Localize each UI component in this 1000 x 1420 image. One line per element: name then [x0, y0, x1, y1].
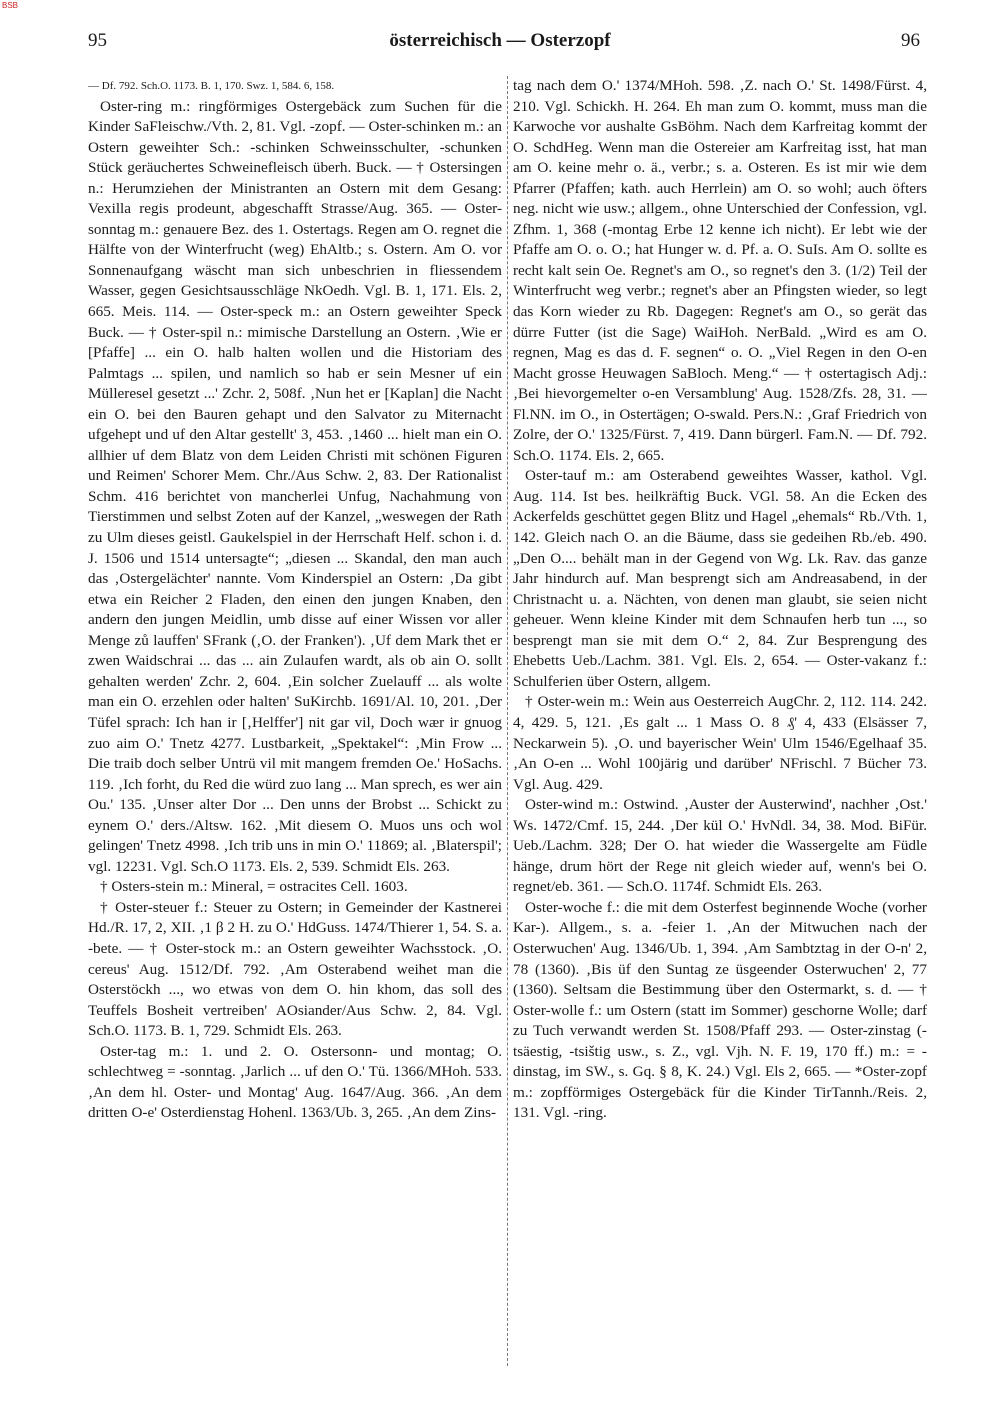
left-column [88, 76, 502, 1366]
page-header [70, 30, 930, 54]
paragraph: † Osters-stein m.: Mineral, = ostracites Cell. 1603. [100, 878, 408, 896]
paragraph: † Oster-steuer f.: Steuer zu Ostern; in Gemeinder der Kastnerei Hd./R. 17, 2, XII. ‚1 β 2 H. zu O.' HdGuss. 1474/Thierer 1, 54. S. a. -bete. — † Oster-stock m.: an Ostern geweihter Wachsstock. ‚O. cereus' Aug. 1512/Df. 792. ‚Am Osterabend weihet man die Osterstöckh ..., wo etwas von dem O. hin khom, das soll des Teuffels Bosheit vertreiben' AOsiander/Aus Schw. 2, 84. Vgl. Sch.O. 1173. B. 1, 729. Schmidt Els. 263. [88, 898, 502, 1040]
paragraph: Oster-tag m.: 1. und 2. O. Ostersonn- und montag; O. schlechtweg = -sonntag. ‚Jarlich ... uf den O.' Tü. 1366/MHoh. 533. ‚An dem hl. Oster- und Montag' Aug. 1647/Aug. 366. ‚An dem dritten O-e' Osterdienstag Hohenl. 1363/Ub. 3, 265. ‚An dem Zins- [88, 1042, 502, 1122]
paragraph: † Oster-wein m.: Wein aus Oesterreich AugChr. 2, 112. 114. 242. 4, 429. 5, 121. ‚Es galt ... 1 Mass O. 8 ₰' 4, 433 (Elsässer 7, Neckarwein 5). ‚O. und bayerischer Wein' Ulm 1546/Egelhaaf 35. ‚An O-en ... Wohl 100järig und darüber' NFrischl. 7 Bücher 73. Vgl. Aug. 429. [513, 693, 927, 793]
paragraph: Oster-tauf m.: am Osterabend geweihtes Wasser, kathol. Vgl. Aug. 114. Ist bes. heilkräftig Buck. VGl. 58. An die Ecken des Ackerfelds geschüttet gegen Blitz und Hagel „ehemals“ Rb./Vth. 1, 142. Gleich nach O. an die Bäume, dass sie gedeihen Rb./eb. 490. „Den O.... behält man in der Gegend von Wg. Lk. Rav. das ganze Jahr hindurch auf. Man besprengt sich am Andreasabend, in der Christnacht u. a. Nächten, von denen man glaubt, sie seien nicht geheuer. Wenn kleine Kinder mit dem Schnaufen herb tun ..., so besprengt man sie mit dem O.“ 2, 84. Zur Besprengung des Ehebetts Ueb./Lachm. 381. Vgl. Els. 2, 654. — Oster-vakanz f.: Schulferien über Ostern, allgem. [513, 467, 927, 690]
page-number-right: 96 [901, 30, 920, 51]
page-number-left: 95 [88, 30, 107, 51]
paragraph: Oster-woche f.: die mit dem Osterfest beginnende Woche (vorher Kar-). Allgem., s. a. -feier 1. ‚An der Mitwuchen nach der Osterwuchen' Aug. 1346/Ub. 1, 394. ‚Am Sambtztag in der O-n' 2, 78 (1360). ‚Bis üf den Suntag ze üsgeender Osterwuchen' 2, 77 (1360). Seltsam die Bestimmung über den Ostermarkt, s. d. — † Oster-wolle f.: um Ostern (statt im Sommer) geschorne Wolle; darf zu Tuch verwandt werden St. 1508/Pfaff 293. — Oster-zinstag (-tsäestig, -tsištig usw., s. Z., vgl. Vjh. N. F. 19, 170 ff.) m.: = -dinstag, im SW., s. Gq. § 8, K. 24.) Vgl. Els 2, 665. — *Oster-zopf m.: zopfförmiges Ostergebäck für die Kinder TirTannh./Reis. 2, 131. Vgl. -ring. [513, 898, 927, 1122]
paragraph: tag nach dem O.' 1374/MHoh. 598. ‚Z. nach O.' St. 1498/Fürst. 4, 210. Vgl. Schickh. H. 264. Eh man zum O. kommt, muss man die Karwoche vor aushalte GsBöhm. Nach dem Karfreitag kommt der O. SchdHeg. Wenn man die Ostereier am Karfreitag isst, hat man am O. keine mehr o. ä., verbr.; s. a. Osteren. Es ist mir wie dem Pfarrer (Pfaffen; kath. auch Herrlein) am O. so wohl; auch öfters neg. nicht wie usw.; allgem., ohne Unterschied der Confession, vgl. Zfhm. 1, 368 (-montag Erbe 12 kenne ich nicht). Er lebt wie der Pfaffe am O. o. O.; hat Hunger w. d. Pf. a. O. SuIs. Am O. sollte es recht kalt sein Oe. Regnet's am O., so regnet's den 3. (1/2) Teil der Winterfrucht weg verbr.; regnet's aber an Pfingsten wieder, so legt das Korn wieder zu Rb. Dagegen: Regnet's am O., so gerät das dürre Futter (ist die Sage) WaiHoh. NerBald. „Wird es am O. regnen, Mag es das d. F. segnen“ o. O. „Viel Regen in den O-en Macht grosse Heuwagen SaBloch. Meng.“ — † ostertagisch Adj.: ‚Bei hievorgemelter o-en Versamblung' Aug. 1528/Zfs. 28, 31. — Fl.NN. im O., in Ostertägen; O-swald. Pers.N.: ‚Graf Friedrich von Zolre, der O.' 1325/Fürst. 7, 419. Dann bürgerl. Fam.N. — Df. 792. Sch.O. 1174. Els. 2, 665. [513, 77, 927, 464]
paragraph: — Df. 792. Sch.O. 1173. B. 1, 170. Swz. 1, 584. 6, 158. [88, 80, 335, 92]
paragraph: Oster-ring m.: ringförmiges Ostergebäck zum Suchen für die Kinder SaFleischw./Vth. 2, 81. Vgl. -zopf. — Oster-schinken m.: an Ostern geweihter Sch.: -schinken Schweinsschulter, -schunken Stück geräuchertes Schweinefleisch überh. Buck. — † Ostersingen n.: Herumziehen der Ministranten an Ostern mit dem Gesang: Vexilla regis prodeunt, abgeschafft Strasse/Aug. 365. — Oster-sonntag m.: genauere Bez. des 1. Ostertags. Regen am O. regnet die Hälfte von der Winterfrucht (weg) EhAltb.; s. Ostern. Am O. vor Sonnenaufgang wäscht man sich unbeschrien in fliessendem Wasser, gegen Gesichtsausschläge NkOedh. Vgl. B. 1, 171. Els. 2, 665. Meis. 114. — Oster-speck m.: an Ostern geweihter Speck Buck. — † Oster-spil n.: mimische Darstellung an Ostern. ‚Wie er [Pfaffe] ... ein O. halb halten wollen und die Historiam des Palmtags ... spilen, und namlich so hab er sein Mesner uf ein Mülleresel gesetzt ...' Zchr. 2, 508f. ‚Nun het er [Kaplan] die Nacht ein O. bei den Bauren gehapt und den Salvator zu Miternacht ufgehept und uf den Altar gestellt' 3, 453. ‚1460 ... hielt man ein O. allhier uf dem Blatz von dem Leiden Christi mit schönen Figuren und Reimen' Schorer Mem. Chr./Aus Schw. 2, 83. Der Rationalist Schm. 416 berichtet von mancherlei Unfug, Nachahmung von Tierstimmen und selbst Zoten auf der Kanzel, „weswegen der Rath zu Ulm dieses geistl. Gaukelspiel in der Herrschaft Helf. schon i. d. J. 1506 und 1514 untersagte“; „diesen ... Skandal, den man auch das ‚Ostergelächter' nannte. Vom Kinderspiel an Ostern: ‚Da gibt etwa ein Reicher 2 Fladen, den einen den jungen Knaben, den andern den jungen Meidlin, umb disse auf einer Wissen vor aller Menge zů lauffen' SFrank (‚O. der Franken'). ‚Uf dem Mark thet er zwen Waidschrai ... das ... ain Zulaufen wardt, als ob ain O. sollt gehalten werden' Zchr. 2, 604. ‚Ein solcher Zuelauff ... als wolte man ein O. erzehlen oder halten' SuKirchb. 1691/Al. 10, 201. ‚Der Tüfel sprach: Ich han ir [‚Helffer'] nit gar vil, Doch wær ir gnuog zuo aim O.' Tnetz 4277. Lustbarkeit, „Spektakel“: ‚Min Frow ... Die traib doch selber Untrü vil mit mangem fremden Oe.' HoSachs. 119. ‚Ich forht, du Red die würd zuo lang ... Man sprech, es wer ain Ou.' 135. ‚Unser alter Dor ... Den unns der Brobst ... Schickt zu eynem O.' ders./Altsw. 162. ‚Mit diesem O. Muos uns och wol gelingen' Tnetz 4998. ‚Ich trib uns in min O.' 11869; al. ‚Blaterspil'; vgl. 12231. Vgl. Sch.O 1173. Els. 2, 539. Schmidt Els. 263. [88, 97, 502, 875]
right-column [513, 76, 927, 1366]
running-title: österreichisch — Osterzopf [389, 30, 611, 51]
library-stamp: BSB [2, 1, 19, 10]
paragraph: Oster-wind m.: Ostwind. ‚Auster der Austerwind', nachher ‚Ost.' Ws. 1472/Cmf. 15, 244. ‚Der kül O.' HvNdl. 34, 38. Mod. BiFür. Ueb./Lachm. 328; Der O. hat wieder die Wassergelte am Füdle hänge, drum hört der Rege nit gleich wieder auf, wenn's bei O. regnet/eb. 361. — Sch.O. 1174f. Schmidt Els. 263. [513, 796, 927, 896]
column-divider [507, 76, 508, 1366]
